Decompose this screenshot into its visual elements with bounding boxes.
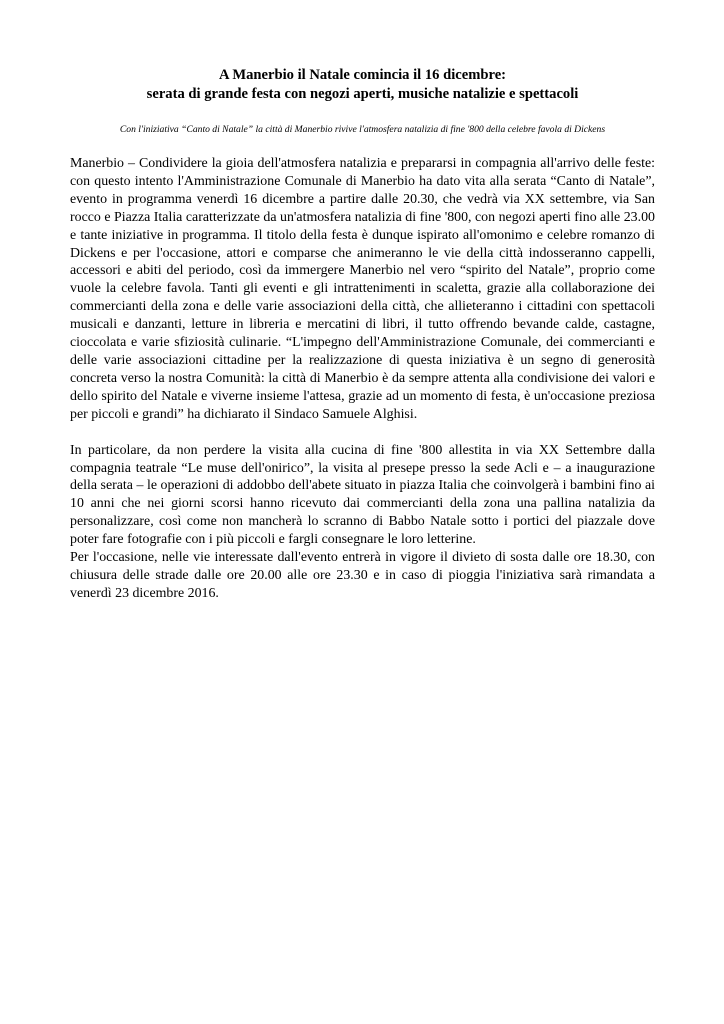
document-subtitle: Con l'iniziativa “Canto di Natale” la città di Manerbio rivive l'atmosfera natalizia di fine '800 della celebre favola di Dickens	[119, 124, 606, 135]
document-title	[70, 66, 655, 104]
body-paragraph-2: In particolare, da non perdere la visita alla cucina di fine '800 allestita in via XX Settembre dalla compagnia teatrale “Le muse dell'onirico”, la visita al presepe presso la sede Acli e – a inaugurazione della serata – le operazioni di addobbo dell'abete situato in piazza Italia che coinvolgerà i bambini fino ai 10 anni che nei giorni scorsi hanno ricevuto dai commercianti della zona una pallina natalizia da personalizzare, così come non mancherà lo scranno di Babbo Natale sotto i portici del piazzale dove poter fare fotografie con i più piccoli e fargli consegnare le loro letterine.	[70, 442, 655, 548]
document-page	[70, 66, 655, 603]
body-paragraph-1: Manerbio – Condividere la gioia dell'atmosfera natalizia e prepararsi in compagnia all'arrivo delle feste: con questo intento l'Amministrazione Comunale di Manerbio ha dato vita alla serata “Canto di Natale”, evento in programma venerdì 16 dicembre a partire dalle 20.30, che vedrà via XX settembre, via San rocco e Piazza Italia caratterizzate da un'atmosfera natalizia di fine '800, con negozi aperti fino alle 23.00 e tante iniziative in programma. Il titolo della festa è dunque ispirato all'omonimo e celebre romanzo di Dickens e per l'occasione, attori e comparse che animeranno le vie della città indosseranno cappelli, accessori e abiti del periodo, così da immergere Manerbio nel vero “spirito del Natale”, proprio come vuole la celebre favola. Tanti gli eventi e gli intrattenimenti in scaletta, grazie alla collaborazione dei commercianti della zona e delle varie associazioni della città, che allieteranno i cittadini con spettacoli musicali e danzanti, letture in libreria e mercatini di libri, il tutto offrendo bevande calde, castagne, cioccolata e varie sfiziosità culinarie. “L'impegno dell'Amministrazione Comunale, dei commercianti e delle varie associazioni cittadine per la realizzazione di questa iniziativa è un segno di generosità concreta verso la nostra Comunità: la città di Manerbio è da sempre attenta alla condivisione dei valori e dello spirito del Natale e viverne insieme l'attesa, grazie ad un momento di festa, è un'occasione preziosa per piccoli e grandi” ha dichiarato il Sindaco Samuele Alghisi.	[70, 156, 655, 422]
body-paragraph-3: Per l'occasione, nelle vie interessate dall'evento entrerà in vigore il divieto di sosta dalle ore 18.30, con chiusura delle strade dalle ore 20.00 alle ore 23.30 e in caso di pioggia l'iniziativa sarà rimandata a venerdì 23 dicembre 2016.	[70, 550, 655, 601]
title-line-2: serata di grande festa con negozi aperti, musiche natalizie e spettacoli	[146, 86, 579, 102]
title-line-1: A Manerbio il Natale comincia il 16 dicembre:	[218, 67, 507, 83]
